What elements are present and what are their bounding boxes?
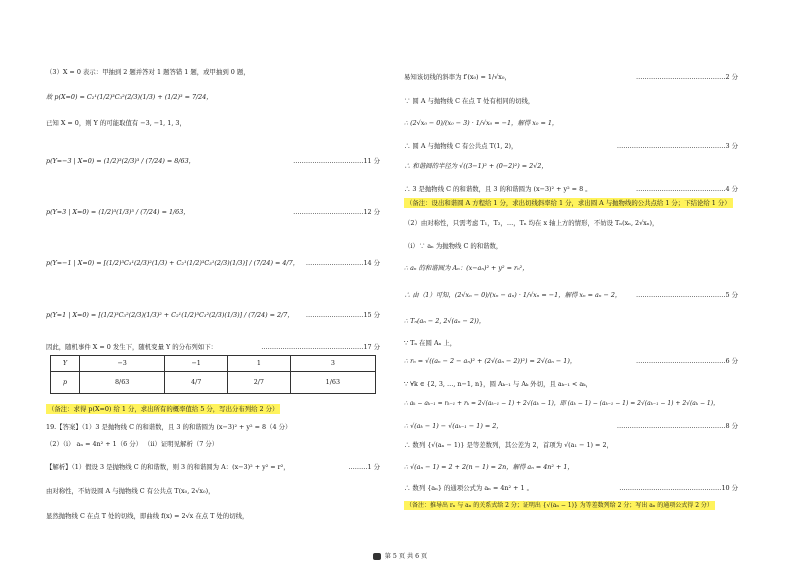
- score-14: ………………………14 分: [305, 259, 380, 267]
- arithmetic-seq-text: ∴ 数列 {√(aₙ − 1)} 是等差数列，其公差为 2，首项为 √(a₁ − 1) = 2，: [404, 441, 613, 449]
- q19-symmetry: 由对称性，不妨设圆 A 与抛物线 C 有公共点 T(x₀, 2√x₀)，: [46, 487, 215, 495]
- table-cell: 2/7: [228, 372, 291, 394]
- table-cell: 4/7: [165, 372, 228, 394]
- slope-text: 易知该切线的斜率为 f′(x₀) = 1/√x₀，: [404, 73, 511, 81]
- rn-formula: ∴ rₙ = √((aₙ − 2 − aₙ)² + (2√(aₙ − 2))²) = 2√(aₙ − 1)，: [404, 357, 577, 365]
- part2-i: （i）∵ aₙ 为抛物线 C 的和谐数，: [404, 242, 503, 250]
- table-cell: p: [51, 372, 80, 394]
- py-neg1-formula: p(Y=−1 | X=0) = [(1/2)³C₃¹(2/3)²(1/3) + C₂¹(1/2)³C₃¹(2/3)(1/3)] / (7/24) = 4/7，: [46, 259, 300, 267]
- score-17: …………………………………………17 分: [261, 343, 380, 351]
- common-point-text: ∴ 圆 A 与抛物线 C 有公共点 T(1, 2)，: [404, 142, 518, 150]
- table-cell: 1: [228, 356, 291, 372]
- general-term-text: ∴ 数列 {aₙ} 的通项公式为 aₙ = 4n² + 1 。: [404, 484, 533, 492]
- tn-on-circle: ∵ Tₙ 在圆 Aₙ 上，: [404, 339, 457, 347]
- xn-equation: ∴ 由（1）可知，(2√xₙ − 0)/(xₙ − aₙ) · 1/√xₙ = −1，解得 xₙ = aₙ − 2，: [404, 291, 622, 299]
- q19-answer-2: （2）（i） aₙ = 4n² + 1（6 分） （ii）证明见解析（7 分）: [46, 440, 219, 448]
- q19-answer: 19.【答案】（1）3 是抛物线 C 的和谐数，且 3 的和谐圆为 (x−3)² + y² = 8（4 分）: [46, 423, 292, 431]
- an-circle: ∴ aₙ 的和谐圆为 Aₙ：(x−aₙ)² + y² = rₙ²，: [404, 264, 529, 272]
- distribution-table: [50, 355, 376, 394]
- score-2: ……………………………………2 分: [636, 73, 738, 81]
- score-6: ……………………………………6 分: [636, 357, 738, 365]
- an-solution: ∴ √(aₙ − 1) = 2 + 2(n − 1) = 2n，解得 aₙ = 4n² + 1，: [404, 463, 574, 471]
- score-4: ……………………………………4 分: [636, 185, 738, 193]
- note1-highlight: [404, 200, 733, 206]
- part2-symmetry: （2）由对称性，只需考虑 T₁，T₂，…，Tₙ 均在 x 轴上方的情形，不妨设 Tₙ(xₙ, 2√xₙ)，: [404, 219, 659, 227]
- px0-formula: 故 p(X=0) = C₂¹(1/2)³C₃²(2/3)(1/3) + (1/2)³ = 7/24，: [46, 93, 213, 101]
- tangent-circles-text: ∵ ∀k ∈ {2, 3, …, n−1, n}，圆 Aₖ₋₁ 与 Aₖ 外切，且 aₖ₋₁ < aₖ，: [404, 380, 592, 388]
- table-row: [51, 372, 376, 394]
- py-3-formula: p(Y=3 | X=0) = (1/2)³(1/3)³ / (7/24) = 1/63，: [46, 208, 190, 216]
- difference-formula: ∴ √(aₖ − 1) − √(aₖ₋₁ − 1) = 2，: [404, 422, 503, 430]
- table-cell: 8/63: [80, 372, 165, 394]
- conclusion-text: ∴ 3 是抛物线 C 的和谐数，且 3 的和谐圆为 (x−3)² + y² = 8 。: [404, 185, 592, 193]
- distribution-intro: 因此，随机事件 X = 0 发生下，随机变量 Y 的分布列如下：: [46, 343, 217, 351]
- q19-tangent: 显然抛物线 C 在点 T 处的切线，即曲线 f(x) = 2√x 在点 T 处的切线，: [46, 512, 249, 520]
- table-row: [51, 356, 376, 372]
- y-values-text: 已知 X = 0，则 Y 的可能取值有 −3, −1, 1, 3，: [46, 119, 186, 127]
- score-12: ……………………………12 分: [293, 208, 380, 216]
- recurrence-formula: ∴ aₖ − aₖ₋₁ = rₖ₋₁ + rₖ = 2√(aₖ₋₁ − 1) + 2√(aₖ − 1)，即 (aₖ − 1) − (aₖ₋₁ − 1) = 2√(aₖ₋₁ − 1) + 2√(aₖ − 1)，: [404, 400, 720, 407]
- py-1-formula: p(Y=1 | X=0) = [(1/2)³C₃²(2/3)(1/3)² + C₂¹(1/2)³C₃²(2/3)(1/3)] / (7/24) = 2/7，: [46, 311, 294, 319]
- note2-highlight: [404, 503, 715, 509]
- radius-text: ∴ 和谐圆的半径为 √((3−1)² + (0−2)²) = 2√2，: [404, 162, 548, 170]
- score-3: ……………………………………………3 分: [616, 142, 738, 150]
- py-neg3-formula: p(Y=−3 | X=0) = (1/2)³(2/3)³ / (7/24) = 8/63，: [46, 157, 196, 165]
- score-5: ……………………………………5 分: [636, 291, 738, 299]
- q19-solution: 【解析】（1）假设 3 是抛物线 C 的和谐数，则 3 的和谐圆为 A：(x−3)² + y² = r²，: [46, 463, 290, 471]
- table-cell: −3: [80, 356, 165, 372]
- tn-point: ∴ Tₙ(aₙ − 2, 2√(aₙ − 2))，: [404, 317, 486, 325]
- same-tangent-text: ∵ 圆 A 与抛物线 C 在点 T 处有相同的切线，: [404, 97, 535, 105]
- score-11: ……………………………11 分: [293, 157, 380, 165]
- x0-equation: ∴ (2√x₀ − 0)/(x₀ − 3) · 1/√x₀ = −1，解得 x₀ = 1，: [404, 119, 559, 127]
- page-number: 第 5 页 共 6 页: [384, 553, 428, 560]
- table-cell: −1: [165, 356, 228, 372]
- note-text: （备注：求得 p(X=0) 给 1 分，求出所有的概率值给 5 分，写出分布列给 2 分）: [48, 405, 279, 413]
- table-cell: 1/63: [290, 372, 375, 394]
- score-15: ………………………15 分: [305, 311, 380, 319]
- note2-text: （备注：推导出 rₙ 与 aₙ 的关系式给 2 分；证明出 {√(aₙ − 1)} 为等差数列给 2 分；写出 aₙ 的通项公式得 2 分）: [406, 502, 713, 509]
- note1-text: （备注：设出和谐圆 A 方程给 1 分，求出切线斜率给 1 分，求出圆 A 与抛物线的公共点给 1 分；下结论给 1 分）: [406, 199, 731, 207]
- note-highlight: [46, 406, 280, 412]
- table-cell: 3: [290, 356, 375, 372]
- page-footer: [0, 551, 800, 560]
- part3-intro: （3）X = 0 表示：甲抽到 2 题并答对 1 题答错 1 题，或甲抽到 0 题，: [46, 68, 250, 76]
- score-8: ……………………………………………8 分: [616, 422, 738, 430]
- table-cell: Y: [51, 356, 80, 372]
- score-1: ………1 分: [348, 463, 380, 471]
- score-10: …………………………………………10 分: [619, 484, 738, 492]
- logo-icon: [373, 553, 381, 560]
